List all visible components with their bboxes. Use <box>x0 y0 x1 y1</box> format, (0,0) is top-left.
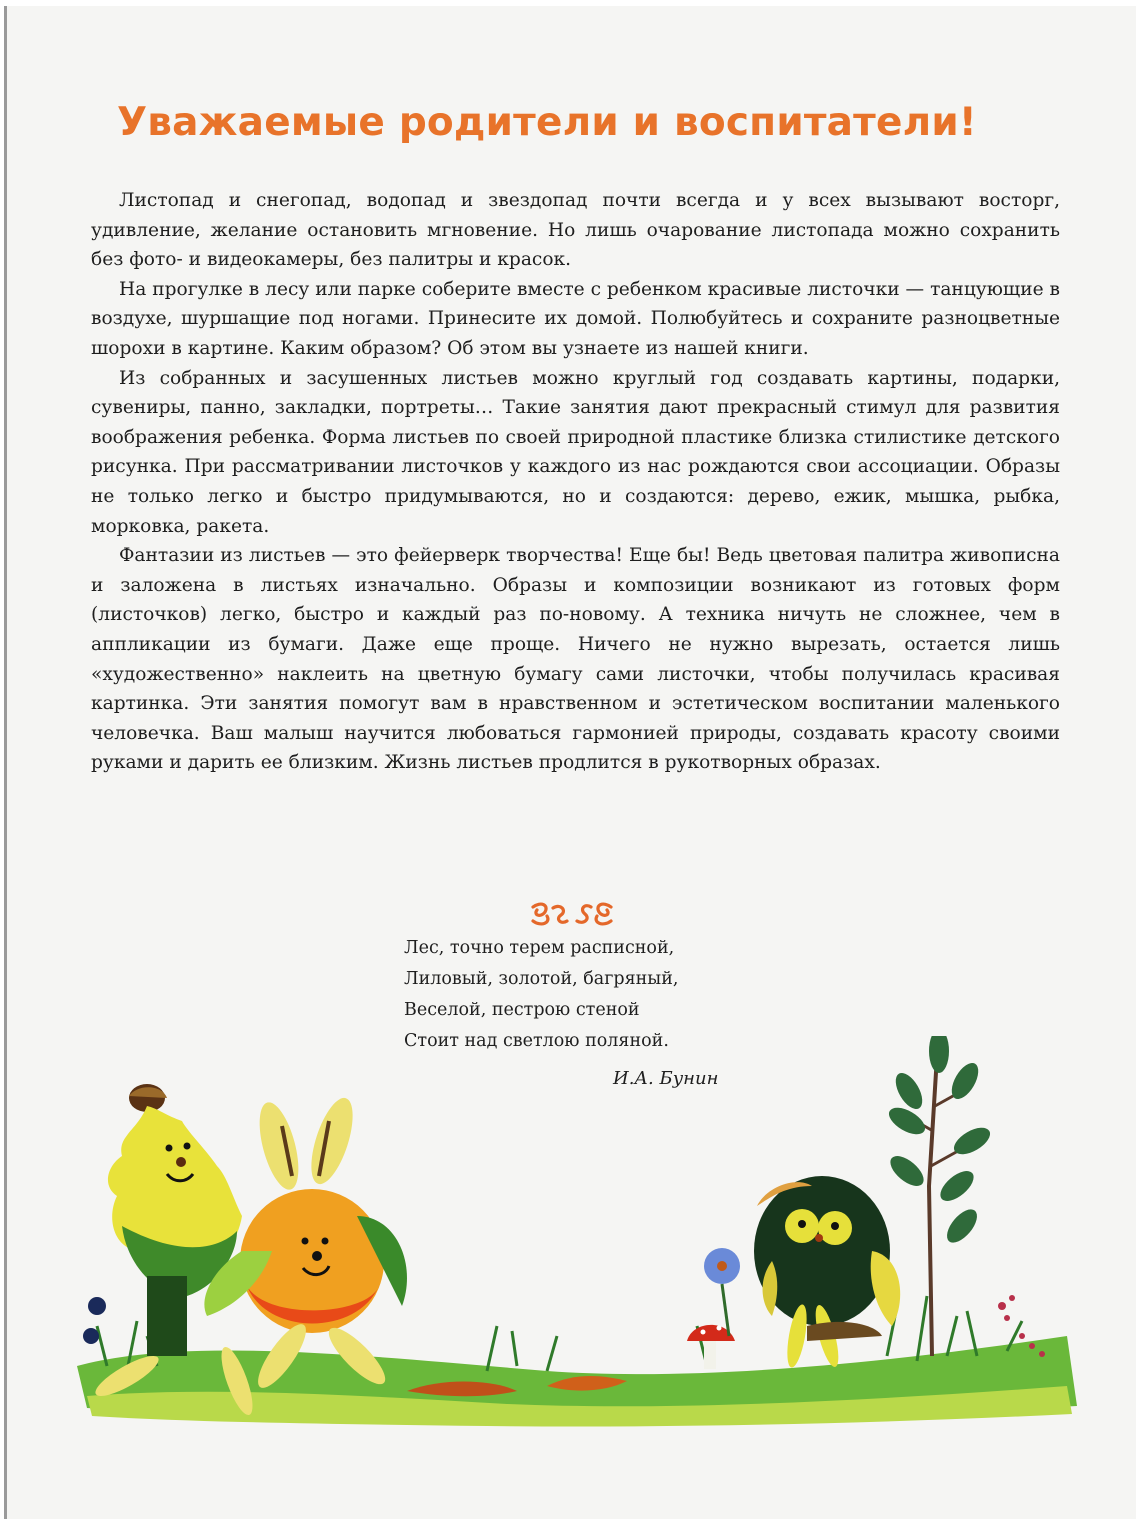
poem-line: Стоит над светлою поляной. <box>404 1031 669 1051</box>
decorative-flourish-icon <box>527 899 617 929</box>
blue-flowers <box>83 1297 106 1344</box>
paragraph: На прогулке в лесу или парке соберите вместе с ребенком красивые листочки — танцующие в воздухе, шуршащие под ногами. Принесите их домой. Полюбуйтесь и сохраните разноцветные шорохи в картине. Каким образом? Об этом вы узнаете из нашей книги. <box>91 278 1060 359</box>
book-page <box>4 6 1136 1519</box>
poem-line: Лиловый, золотой, багряный, <box>404 969 679 989</box>
page-title: Уважаемые родители и воспитатели! <box>117 100 977 145</box>
poem-author: И.А. Бунин <box>613 1068 719 1089</box>
paragraph: Фантазии из листьев — это фейерверк творчества! Еще бы! Ведь цветовая палитра живописна и заложена в листьях изначально. Образы и композиции возникают из готовых форм (листочков) легко, быстро и каждый раз по-новому. А техника ничуть не сложнее, чем в аппликации из бумаги. Даже еще проще. Ничего не нужно вырезать, остается лишь «художественно» наклеить на цветную бумагу сами листочки, чтобы получилась красивая картинка. Эти занятия помогут вам в нравственном и эстетическом воспитании маленького человечка. Ваш малыш научится любоваться гармонией природы, создавать красоту своими руками и дарить ее близким. Жизнь листьев продлится в рукотворных образах. <box>91 545 1060 774</box>
poem-line: Веселой, пестрою стеной <box>404 1000 640 1020</box>
poem-line: Лес, точно терем расписной, <box>404 938 675 958</box>
blue-daisy <box>704 1248 740 1336</box>
intro-text <box>91 186 1060 778</box>
leaf-owl-character <box>754 1176 900 1369</box>
paragraph: Из собранных и засушенных листьев можно круглый год создавать картины, подарки, сувениры, панно, закладки, портреты… Такие занятия дают прекрасный стимул для развития воображения ребенка. Форма листьев по своей природной пластике близка стилистике детского рисунка. При рассматривании листочков у каждого из нас рождаются свои ассоциации. Образы не только легко и быстро придумываются, но и создаются: дерево, ежик, мышка, рыбка, морковка, ракета. <box>91 367 1060 537</box>
leaf-tree-character <box>108 1084 242 1356</box>
paragraph: Листопад и снегопад, водопад и звездопад почти всегда и у всех вызывают восторг, удивление, желание остановить мгновение. Но лишь очарование листопада можно сохранить без фото- и видеокамеры, без палитры и красок. <box>91 190 1060 271</box>
leaf-characters-illustration <box>67 1036 1097 1476</box>
sapling <box>885 1036 995 1356</box>
